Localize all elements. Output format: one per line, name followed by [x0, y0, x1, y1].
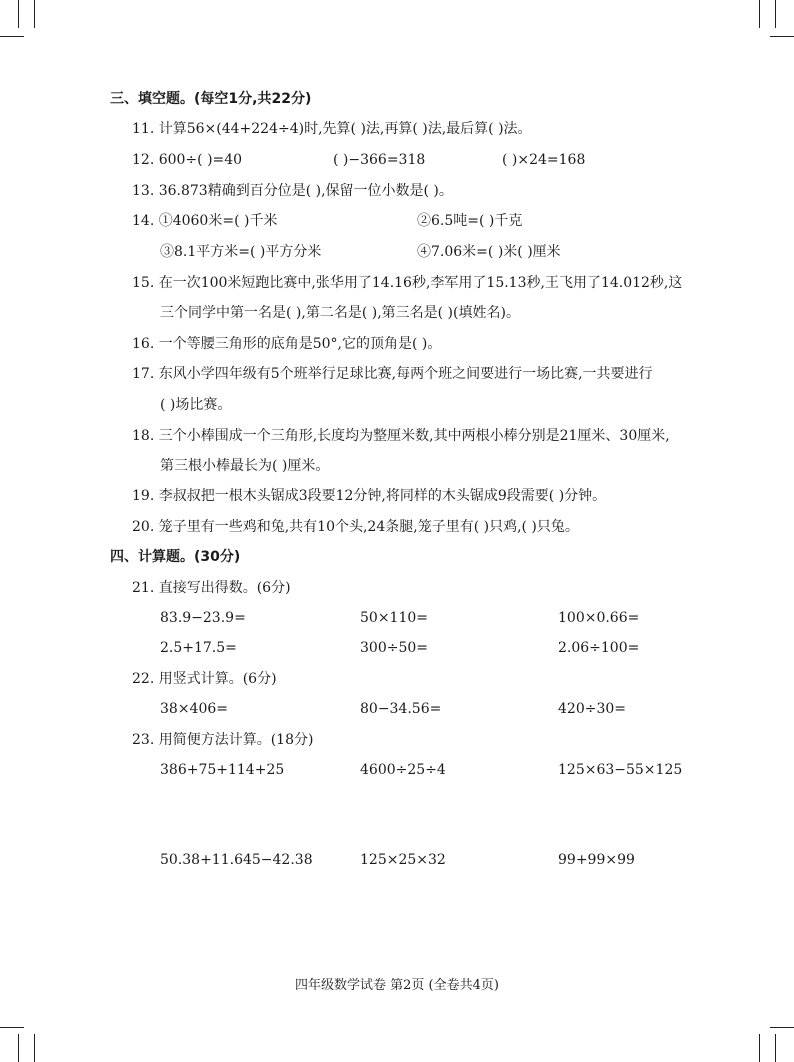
question-23: 23. 用简便方法计算。(18分): [132, 732, 314, 748]
question-19: 19. 李叔叔把一根木头锯成3段要12分钟,将同样的木头锯成9段需要( )分钟。: [132, 488, 607, 504]
calc-item: 2.06÷100=: [558, 640, 640, 656]
question-13: 13. 36.873精确到百分位是( ),保留一位小数是( )。: [132, 183, 453, 199]
question-12-c: ( )×24=168: [502, 152, 586, 168]
crop-mark: [770, 1027, 794, 1028]
question-14-a: 14. ①4060米=( )千米: [132, 213, 278, 229]
question-16: 16. 一个等腰三角形的底角是50°,它的顶角是( )。: [132, 336, 442, 352]
crop-mark: [18, 1034, 19, 1062]
question-12-a: 12. 600÷( )=40: [132, 152, 243, 168]
calc-item: 386+75+114+25: [160, 762, 285, 778]
calc-item: 50.38+11.645−42.38: [160, 852, 313, 868]
crop-mark: [775, 0, 776, 28]
question-21: 21. 直接写出得数。(6分): [132, 580, 291, 596]
calc-item: 2.5+17.5=: [160, 640, 237, 656]
crop-mark: [775, 1034, 776, 1062]
calc-item: 38×406=: [160, 701, 228, 717]
question-20: 20. 笼子里有一些鸡和兔,共有10个头,24条腿,笼子里有( )只鸡,( )只兔。: [132, 519, 579, 535]
section-4-title: 四、计算题。(30分): [110, 549, 241, 565]
calc-item: 4600÷25÷4: [360, 762, 446, 778]
crop-mark: [34, 1034, 35, 1062]
question-11: 11. 计算56×(44+224÷4)时,先算( )法,再算( )法,最后算( )法。: [132, 121, 532, 137]
section-3-title: 三、填空题。(每空1分,共22分): [110, 91, 312, 107]
crop-mark: [770, 36, 794, 37]
question-18-line2: 第三根小棒最长为( )厘米。: [160, 458, 330, 474]
question-15-line2: 三个同学中第一名是( ),第二名是( ),第三名是( )(填姓名)。: [160, 305, 520, 321]
page-footer: 四年级数学试卷 第2页 (全卷共4页): [295, 978, 499, 993]
question-14-b: ②6.5吨=( )千克: [417, 213, 523, 229]
question-22: 22. 用竖式计算。(6分): [132, 671, 277, 687]
calc-item: 300÷50=: [360, 640, 428, 656]
calc-item: 100×0.66=: [558, 610, 640, 626]
crop-mark: [0, 36, 24, 37]
question-12-b: ( )−366=318: [333, 152, 426, 168]
calc-item: 50×110=: [360, 610, 428, 626]
calc-item: 80−34.56=: [360, 701, 442, 717]
question-17-line2: ( )场比赛。: [160, 397, 232, 413]
calc-item: 99+99×99: [558, 852, 635, 868]
question-17-line1: 17. 东风小学四年级有5个班举行足球比赛,每两个班之间要进行一场比赛,一共要进行: [132, 366, 653, 382]
crop-mark: [0, 1027, 24, 1028]
question-14-d: ④7.06米=( )米( )厘米: [417, 244, 561, 260]
crop-mark: [18, 0, 19, 28]
crop-mark: [34, 0, 35, 28]
calc-item: 125×25×32: [360, 852, 446, 868]
question-18-line1: 18. 三个小棒围成一个三角形,长度均为整厘米数,其中两根小棒分别是21厘米、30厘米,: [132, 428, 670, 444]
calc-item: 83.9−23.9=: [160, 610, 246, 626]
crop-mark: [759, 0, 760, 28]
question-14-c: ③8.1平方米=( )平方分米: [160, 244, 322, 260]
crop-mark: [759, 1034, 760, 1062]
question-15-line1: 15. 在一次100米短跑比赛中,张华用了14.16秒,李军用了15.13秒,王飞用了14.012秒,这: [132, 275, 683, 291]
calc-item: 125×63−55×125: [558, 762, 683, 778]
calc-item: 420÷30=: [558, 701, 626, 717]
